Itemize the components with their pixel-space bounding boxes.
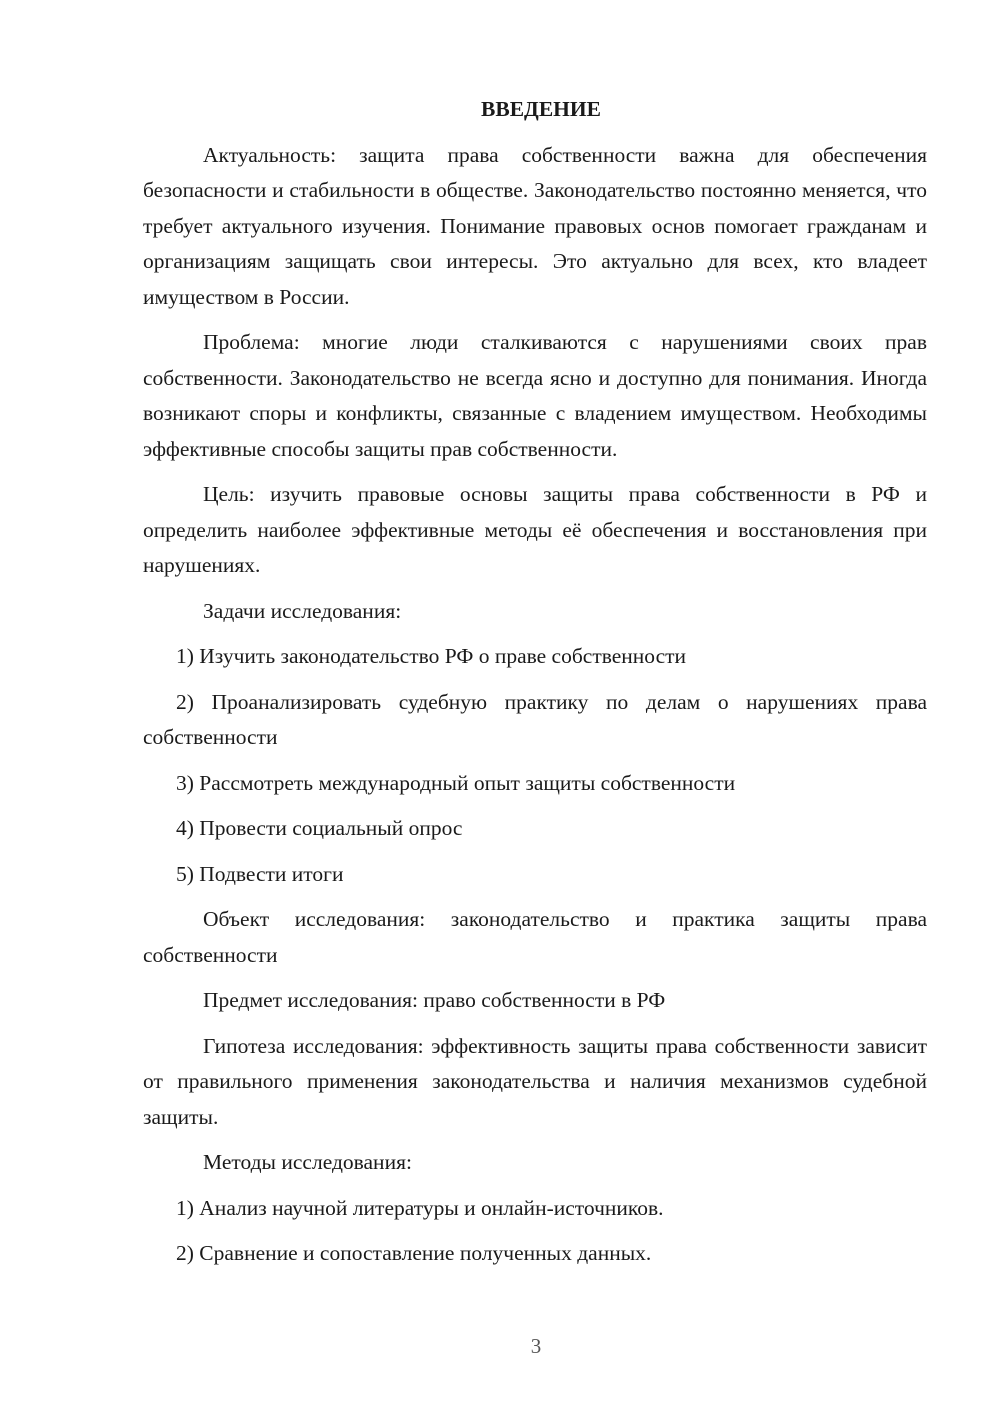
task-item: 3) Рассмотреть международный опыт защиты собственности bbox=[176, 770, 736, 795]
problem-paragraph: Проблема: многие люди сталкиваются с нарушениями своих прав собственности. Законодательство не всегда ясно и доступно для понимания. Иногда возникают споры и конфликты, связанные с владением имуществом. Необходимы эффективные способы защиты прав собственности. bbox=[143, 330, 927, 461]
goal-paragraph: Цель: изучить правовые основы защиты права собственности в РФ и определить наиболее эффективные методы её обеспечения и восстановления при нарушениях. bbox=[143, 482, 927, 577]
relevance-paragraph: Актуальность: защита права собственности важна для обеспечения безопасности и стабильности в обществе. Законодательство постоянно меняется, что требует актуального изучения. Понимание правовых основ помогает гражданам и организациям защищать свои интересы. Это актуально для всех, кто владеет имуществом в России. bbox=[143, 142, 927, 309]
document-page bbox=[143, 92, 927, 1282]
object-paragraph: Объект исследования: законодательство и практика защиты права собственности bbox=[143, 907, 927, 967]
task-item: 4) Провести социальный опрос bbox=[176, 816, 463, 840]
methods-heading: Методы исследования: bbox=[203, 1150, 412, 1174]
task-item: 5) Подвести итоги bbox=[176, 861, 344, 886]
task-item: 1) Изучить законодательство РФ о праве собственности bbox=[176, 644, 687, 668]
section-title: ВВЕДЕНИЕ bbox=[481, 97, 601, 121]
method-item: 1) Анализ научной литературы и онлайн-источников. bbox=[176, 1195, 664, 1220]
task-item: 2) Проанализировать судебную практику по делам о нарушениях права собственности bbox=[143, 689, 927, 749]
method-item: 2) Сравнение и сопоставление полученных данных. bbox=[176, 1241, 652, 1265]
subject-paragraph: Предмет исследования: право собственности в РФ bbox=[203, 988, 666, 1012]
hypothesis-paragraph: Гипотеза исследования: эффективность защиты права собственности зависит от правильного применения законодательства и наличия механизмов судебной защиты. bbox=[143, 1033, 927, 1129]
page-number: 3 bbox=[530, 1334, 542, 1358]
tasks-heading: Задачи исследования: bbox=[203, 598, 402, 623]
